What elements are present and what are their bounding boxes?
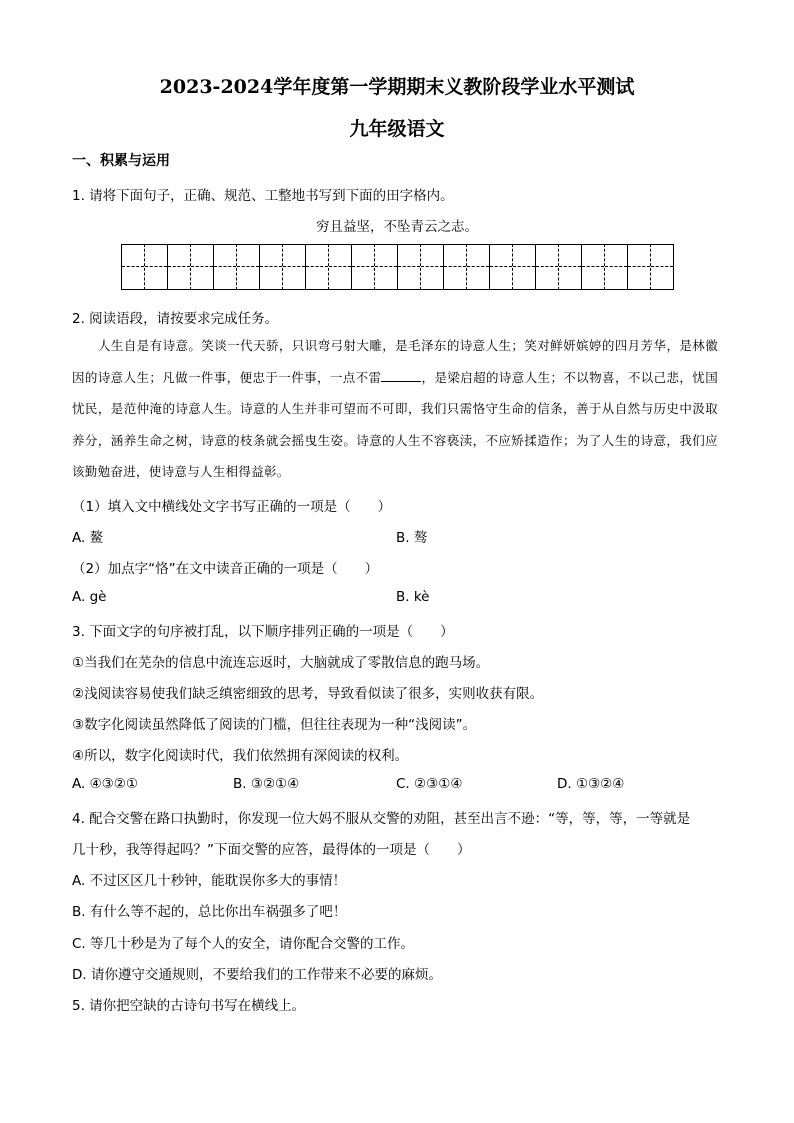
grid-cell[interactable] [352,244,375,290]
q2-prompt: 2. 阅读语段，请按要求完成任务。 [72,311,279,327]
grid-cell[interactable] [444,244,467,290]
grid-cell[interactable] [191,244,214,290]
tianzige-grid[interactable] [121,244,674,290]
grid-cell[interactable] [605,244,628,290]
q4-option-c[interactable]: C. 等几十秒是为了每个人的安全，请你配合交警的工作。 [72,936,415,952]
q2-sub2-option-b[interactable]: B. kè [396,589,430,605]
grid-cell[interactable] [214,244,237,290]
q3-option-d[interactable]: D. ①③②④ [557,776,625,792]
q4-option-a[interactable]: A. 不过区区几十秒钟，能耽误你多大的事情！ [72,873,347,889]
q4-prompt-line-2: 几十秒，我等得起吗？”下面交警的应答，最得体的一项是（ ） [72,842,471,858]
q4-option-b[interactable]: B. 有什么等不起的，总比你出车祸强多了吧！ [72,904,347,920]
exam-title: 2023-2024学年度第一学期期末义教阶段学业水平测试 [159,76,635,98]
grid-cell[interactable] [283,244,306,290]
grid-cell[interactable] [513,244,536,290]
q3-option-b[interactable]: B. ③②①④ [233,776,300,792]
q1-prompt: 1. 请将下面句子，正确、规范、工整地书写到下面的田字格内。 [72,188,454,204]
grid-cell[interactable] [421,244,444,290]
grid-cell[interactable] [260,244,283,290]
passage-part-b: ，是梁启超的诗意人生；不以物喜，不以己悲，忧国忧民，是范仲淹的诗意人生。诗意的人生并非可望而不可即，我们只需恪守生命的信条，善于从自然与历史中汲取养分，涵养生命之树，诗意的枝条就会摇曳生姿。诗意的人生不容亵渎，不应矫揉造作；为了人生的诗意，我们应该勤勉奋进，使诗意与人生相得益彰。 [72,369,719,479]
grid-cell[interactable] [628,244,651,290]
q4-prompt-line-1: 4. 配合交警在路口执勤时，你发现一位大妈不服从交警的劝阻，甚至出言不逊：“等，等，等，一等就是 [72,811,691,827]
grid-cell[interactable] [122,244,145,290]
grid-cell[interactable] [306,244,329,290]
q3-prompt: 3. 下面文字的句序被打乱，以下顺序排列正确的一项是（ ） [72,624,454,640]
grid-cell[interactable] [559,244,582,290]
q5-prompt: 5. 请你把空缺的古诗句书写在横线上。 [72,998,306,1014]
q3-sentence-4: ④所以，数字化阅读时代，我们依然拥有深阅读的权利。 [72,748,409,764]
q2-sub2-option-a[interactable]: A. gè [72,589,107,605]
grid-cell[interactable] [398,244,421,290]
grid-cell[interactable] [651,244,674,290]
grid-cell[interactable] [375,244,398,290]
q3-option-c[interactable]: C. ②③①④ [396,776,463,792]
grid-cell[interactable] [168,244,191,290]
grid-cell[interactable] [467,244,490,290]
grid-cell[interactable] [145,244,168,290]
q3-sentence-3: ③数字化阅读虽然降低了阅读的门槛，但往往表现为一种“浅阅读”。 [72,717,477,733]
grid-cell[interactable] [237,244,260,290]
q1-sentence: 穷且益坚，不坠青云之志。 [316,219,478,235]
q3-sentence-2: ②浅阅读容易使我们缺乏缜密细致的思考，导致看似读了很多，实则收获有限。 [72,686,544,702]
q2-sub2: （2）加点字“恪”在文中读音正确的一项是（ ） [72,561,379,577]
grid-cell[interactable] [329,244,352,290]
q3-sentence-1: ①当我们在芜杂的信息中流连忘返时，大脑就成了零散信息的跑马场。 [72,655,490,671]
q4-option-d[interactable]: D. 请你遵守交通规则，不要给我们的工作带来不必要的麻烦。 [72,967,442,983]
grid-cell[interactable] [582,244,605,290]
grid-cell[interactable] [536,244,559,290]
fill-blank[interactable] [381,369,421,382]
exam-subtitle: 九年级语文 [349,118,445,140]
section-heading: 一、积累与运用 [72,153,170,169]
passage-part-a: 人生自是有诗意。笑谈一代天骄，只识弯弓射大雕，是毛泽东的诗意人生；笑对鲜妍嫔婷的四月芳华，是林徽因的诗意人生；凡做一件事，便忠于一件事，一点不雷 [72,338,718,385]
q2-passage [72,330,718,488]
q2-sub1-option-a[interactable]: A. 鳌 [72,530,104,546]
q3-option-a[interactable]: A. ④③②① [72,776,138,792]
q2-sub1: （1）填入文中横线处文字书写正确的一项是（ ） [72,499,392,515]
grid-cell[interactable] [490,244,513,290]
q2-sub1-option-b[interactable]: B. 骜 [396,530,428,546]
